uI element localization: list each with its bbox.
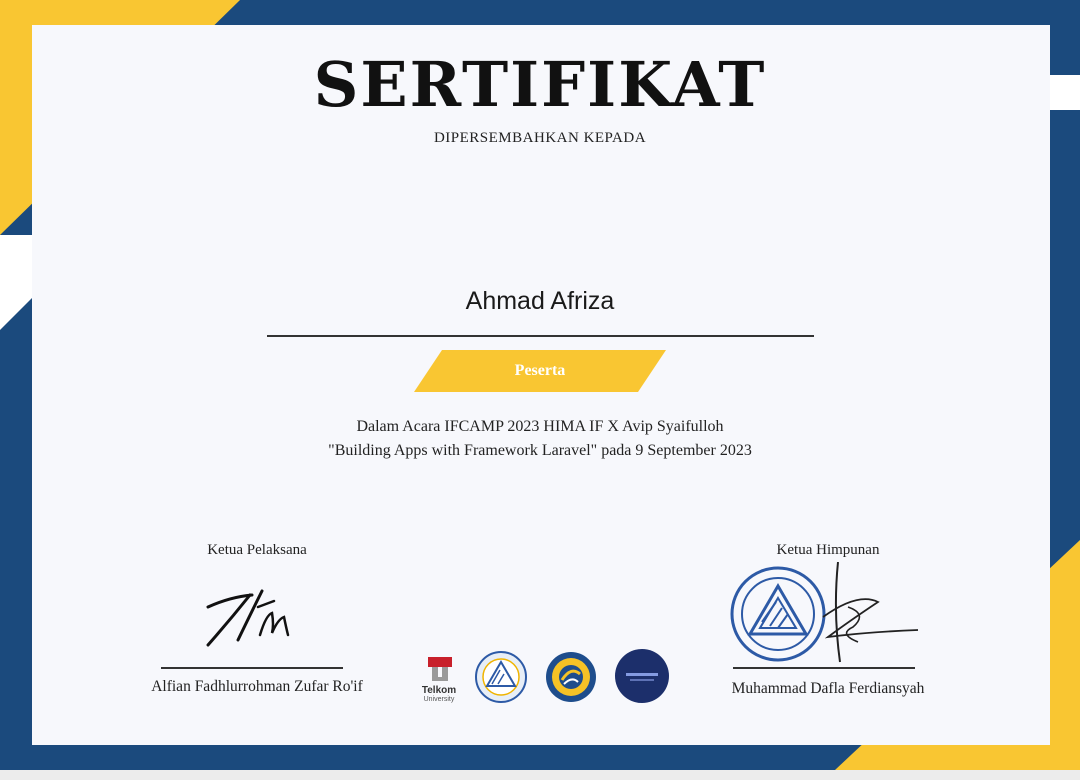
right-signature-line (733, 667, 915, 669)
telkom-logo-name: Telkom (421, 685, 457, 696)
left-signature-line (161, 667, 343, 669)
event-description-line2: "Building Apps with Framework Laravel" pada 9 September 2023 (328, 442, 752, 459)
recipient-underline (267, 335, 814, 337)
hima-if-logo (474, 650, 528, 704)
event-description-line1: Dalam Acara IFCAMP 2023 HIMA IF X Avip Syaifulloh (356, 418, 724, 435)
certificate-subtitle: DIPERSEMBAHKAN KEPADA (433, 130, 647, 146)
right-signatory-name: Muhammad Dafla Ferdiansyah (731, 680, 925, 697)
recipient-name: Ahmad Afriza (465, 287, 615, 315)
bottom-strip (0, 770, 1080, 780)
organization-stamp (728, 562, 928, 667)
certificate-title: SERTIFIKAT (313, 48, 767, 121)
left-signatory-title: Ketua Pelaksana (207, 542, 307, 558)
left-signature (200, 585, 310, 655)
avip-code-studio-logo (614, 648, 670, 704)
gear-emblem-logo (544, 650, 598, 704)
right-signatory-title: Ketua Himpunan (776, 542, 880, 558)
left-signatory-name: Alfian Fadhlurrohman Zufar Ro'if (151, 678, 363, 695)
role-label: Peserta (514, 362, 566, 379)
telkom-logo-sub: University (423, 696, 455, 703)
telkom-university-logo (426, 655, 454, 685)
